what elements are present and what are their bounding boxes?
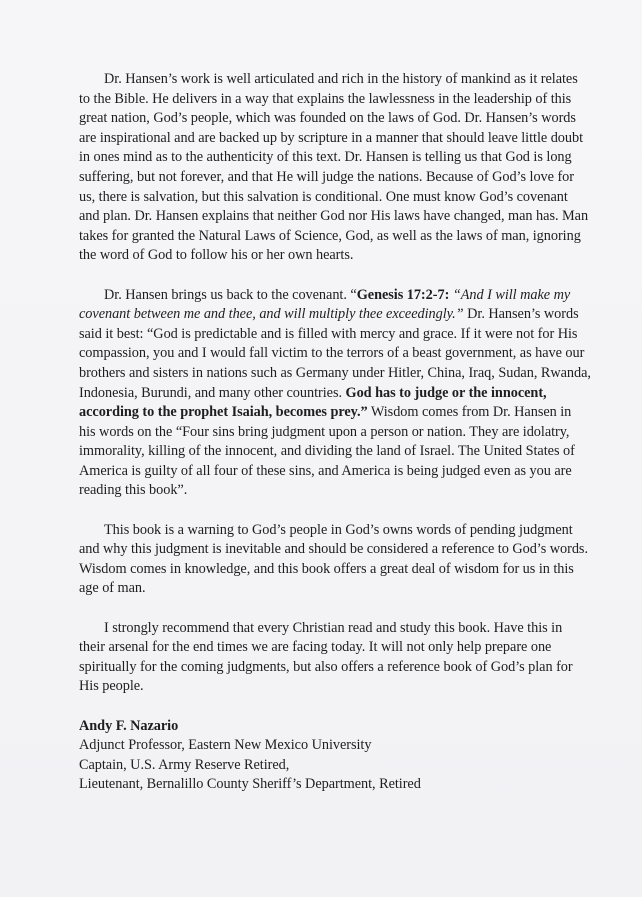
signer-title-1: Adjunct Professor, Eastern New Mexico University xyxy=(79,737,372,754)
paragraph-4: I strongly recommend that every Christian read and study this book. Have this in their arsenal for the end times we are facing today. It will not only help prepare one spiritually for the coming judgments, but also offers a reference book of God’s plan for His people. xyxy=(79,619,573,695)
paragraph-3: This book is a warning to God’s people in God’s owns words of pending judgment and why this judgment is inevitable and should be considered a reference to God’s words. Wisdom comes in knowledge, and this book offers a great deal of wisdom for us in this age of man. xyxy=(79,521,588,597)
signature-block xyxy=(79,717,591,795)
paragraph-2-end: Wisdom comes from Dr. Hansen in his words on the “Four sins bring judgment upon a person or nation. They are idolatry, immorality, killing of the innocent, and dividing the land of Israel. The United States of America is guilty of all four of these sins, and America is being judged even as you are reading this book”. xyxy=(79,404,575,499)
paragraph-1: Dr. Hansen’s work is well articulated and rich in the history of mankind as it relates to the Bible. He delivers in a way that explains the lawlessness in the leadership of this great nation, God’s people, which was founded on the laws of God. Dr. Hansen’s words are inspirational and are backed up by scripture in a manner that should leave little doubt in ones mind as to the authenticity of this text. Dr. Hansen is telling us that God is long suffering, but not forever, and that He will judge the nations. Because of God’s love for us, there is salvation, but this salvation is conditional. One must know God’s covenant and plan. Dr. Hansen explains that neither God nor His laws have changed, man has. Man takes for granted the Natural Laws of Science, God, as well as the laws of man, ignoring the word of God to follow his or her own hearts. xyxy=(79,71,589,264)
signer-title-2: Captain, U.S. Army Reserve Retired, xyxy=(79,756,290,773)
signer-title-3: Lieutenant, Bernalillo County Sheriff’s Department, Retired xyxy=(79,776,421,793)
paragraph-2-middle: Dr. Hansen’s words said it best: “God is predictable and is filled with mercy and grace. If it were not for His compassion, you and I would fall victim to the terrors of a beast government, as have our brothers and sisters in nations such as Germany under Hitler, China, Iraq, Sudan, Rwanda, Indonesia, Burundi, and many other countries. xyxy=(79,306,591,401)
scripture-reference: Genesis 17:2-7 xyxy=(356,286,445,303)
letter-body xyxy=(79,70,591,795)
isaiah-quote: God has to judge or the innocent, according to the prophet Isaiah, becomes prey.” xyxy=(79,384,547,421)
scripture-colon: : xyxy=(444,286,453,303)
signer-name: Andy F. Nazario xyxy=(79,717,179,734)
paragraph-2 xyxy=(79,286,591,502)
paragraph-2-intro: Dr. Hansen brings us back to the covenant. “ xyxy=(104,286,357,303)
scripture-quote: “And I will make my covenant between me and thee, and will multiply thee exceedingly.” xyxy=(79,286,571,323)
